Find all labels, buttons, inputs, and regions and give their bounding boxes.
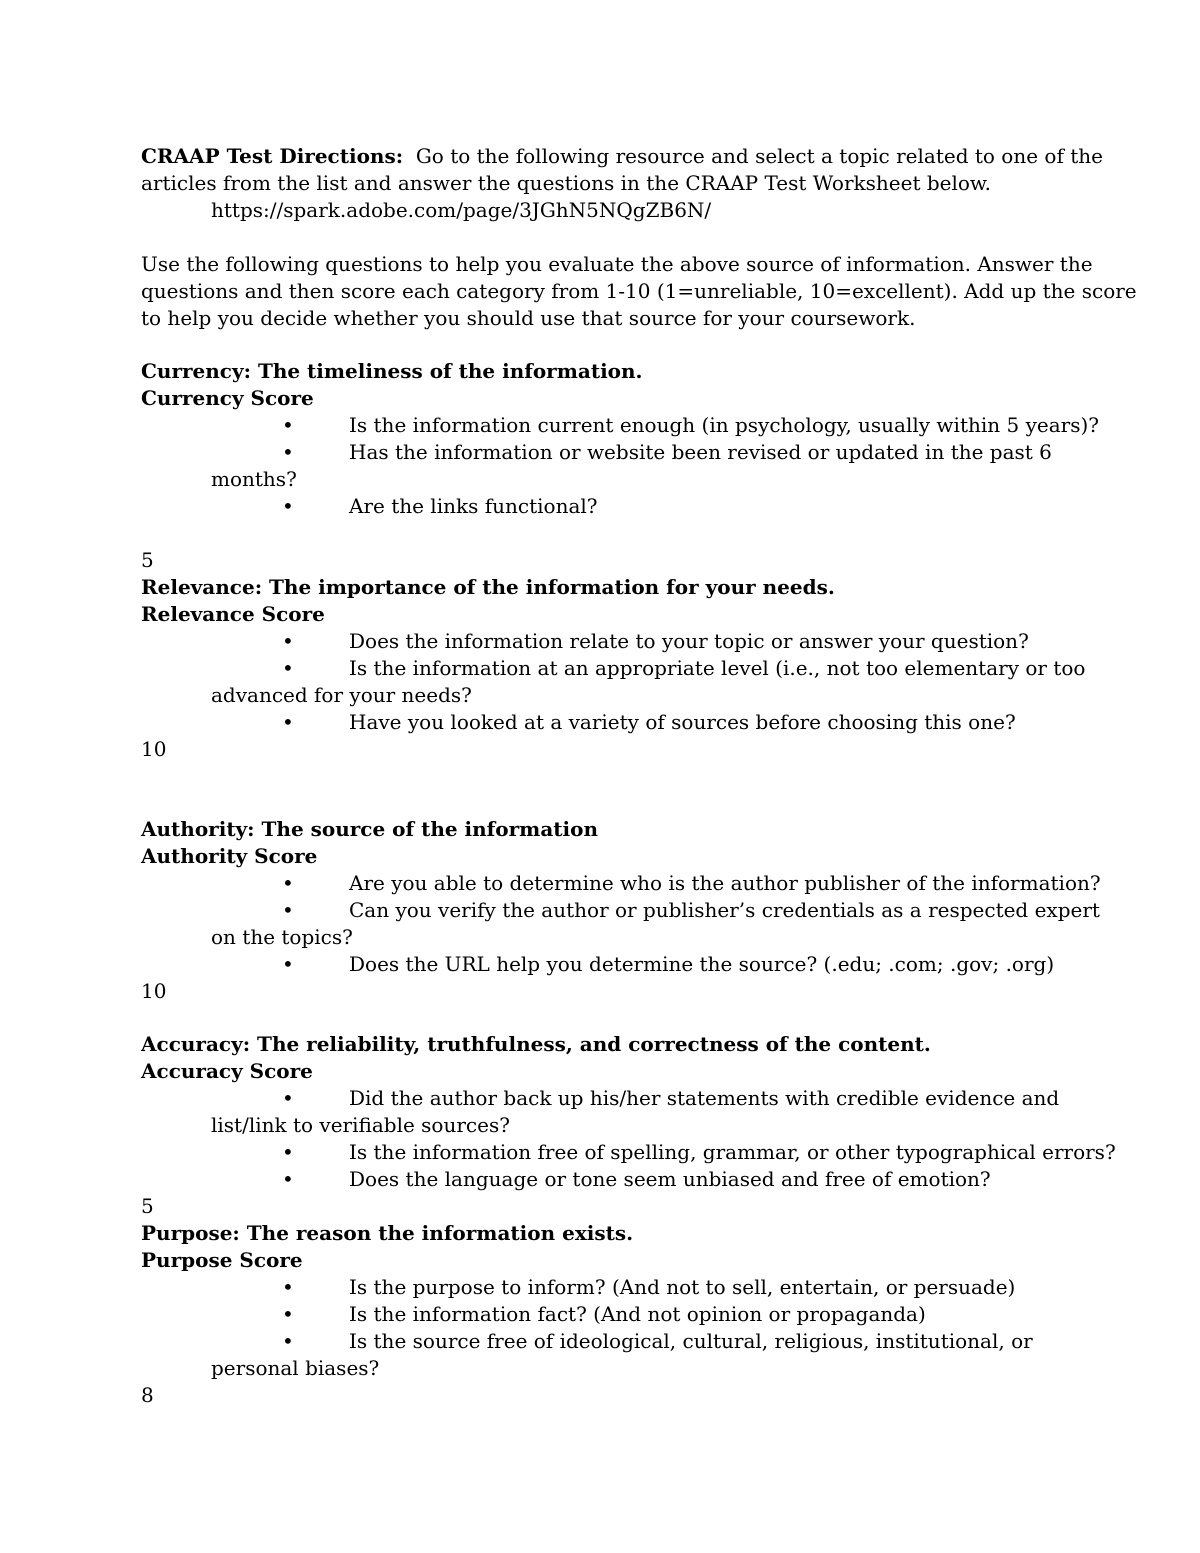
purpose-score-label: Purpose Score <box>141 1248 303 1272</box>
directions-line-2: articles from the list and answer the questions in the CRAAP Test Worksheet below. <box>141 171 992 195</box>
bullet-marker: • <box>282 1329 294 1353</box>
authority-score-value: 10 <box>141 979 167 1003</box>
directions-text: Go to the following resource and select a topic related to one of the <box>415 144 1103 168</box>
accuracy-score-label: Accuracy Score <box>141 1059 313 1083</box>
authority-question-2: Can you verify the author or publisher’s credentials as a respected expert <box>349 898 1100 922</box>
relevance-question-1: Does the information relate to your topic or answer your question? <box>349 629 1029 653</box>
currency-question-2-continued: months? <box>211 467 297 491</box>
accuracy-question-1: Did the author back up his/her statements with credible evidence and <box>349 1086 1060 1110</box>
bullet-marker: • <box>282 1167 294 1191</box>
accuracy-title: Accuracy: The reliability, truthfulness, and correctness of the content. <box>141 1032 931 1056</box>
bullet-marker: • <box>282 871 294 895</box>
purpose-question-3: Is the source free of ideological, cultural, religious, institutional, or <box>349 1329 1033 1353</box>
currency-question-1: Is the information current enough (in psychology, usually within 5 years)? <box>349 413 1099 437</box>
currency-score-value: 5 <box>141 548 154 572</box>
bullet-marker: • <box>282 1086 294 1110</box>
bullet-marker: • <box>282 898 294 922</box>
bullet-marker: • <box>282 656 294 680</box>
instructions-line-3: to help you decide whether you should use that source for your coursework. <box>141 306 916 330</box>
resource-url[interactable]: https://spark.adobe.com/page/3JGhN5NQgZB6N/ <box>211 198 712 222</box>
currency-question-2: Has the information or website been revised or updated in the past 6 <box>349 440 1052 464</box>
purpose-title: Purpose: The reason the information exists. <box>141 1221 634 1245</box>
bullet-marker: • <box>282 494 294 518</box>
relevance-score-value: 10 <box>141 737 167 761</box>
currency-question-3: Are the links functional? <box>349 494 598 518</box>
instructions-line-1: Use the following questions to help you evaluate the above source of information. Answer the <box>141 252 1093 276</box>
authority-title: Authority: The source of the information <box>141 817 599 841</box>
directions-line-1 <box>141 143 1103 170</box>
purpose-question-1: Is the purpose to inform? (And not to sell, entertain, or persuade) <box>349 1275 1016 1299</box>
relevance-question-2-continued: advanced for your needs? <box>211 683 472 707</box>
purpose-question-3-continued: personal biases? <box>211 1356 380 1380</box>
relevance-score-label: Relevance Score <box>141 602 325 626</box>
currency-score-label: Currency Score <box>141 386 314 410</box>
authority-question-2-continued: on the topics? <box>211 925 353 949</box>
accuracy-question-1-continued: list/link to verifiable sources? <box>211 1113 510 1137</box>
bullet-marker: • <box>282 1302 294 1326</box>
directions-heading: CRAAP Test Directions: <box>141 144 404 168</box>
bullet-marker: • <box>282 952 294 976</box>
relevance-title: Relevance: The importance of the information for your needs. <box>141 575 835 599</box>
purpose-score-value: 8 <box>141 1383 154 1407</box>
bullet-marker: • <box>282 440 294 464</box>
relevance-question-3: Have you looked at a variety of sources before choosing this one? <box>349 710 1016 734</box>
currency-title: Currency: The timeliness of the information. <box>141 359 643 383</box>
relevance-question-2: Is the information at an appropriate level (i.e., not too elementary or too <box>349 656 1086 680</box>
bullet-marker: • <box>282 1140 294 1164</box>
authority-question-1: Are you able to determine who is the author publisher of the information? <box>349 871 1101 895</box>
instructions-line-2: questions and then score each category from 1-10 (1=unreliable, 10=excellent). Add up the score <box>141 279 1137 303</box>
purpose-question-2: Is the information fact? (And not opinion or propaganda) <box>349 1302 926 1326</box>
accuracy-score-value: 5 <box>141 1194 154 1218</box>
bullet-marker: • <box>282 710 294 734</box>
bullet-marker: • <box>282 1275 294 1299</box>
accuracy-question-3: Does the language or tone seem unbiased and free of emotion? <box>349 1167 991 1191</box>
bullet-marker: • <box>282 413 294 437</box>
accuracy-question-2: Is the information free of spelling, grammar, or other typographical errors? <box>349 1140 1116 1164</box>
bullet-marker: • <box>282 629 294 653</box>
authority-question-3: Does the URL help you determine the source? (.edu; .com; .gov; .org) <box>349 952 1055 976</box>
authority-score-label: Authority Score <box>141 844 318 868</box>
